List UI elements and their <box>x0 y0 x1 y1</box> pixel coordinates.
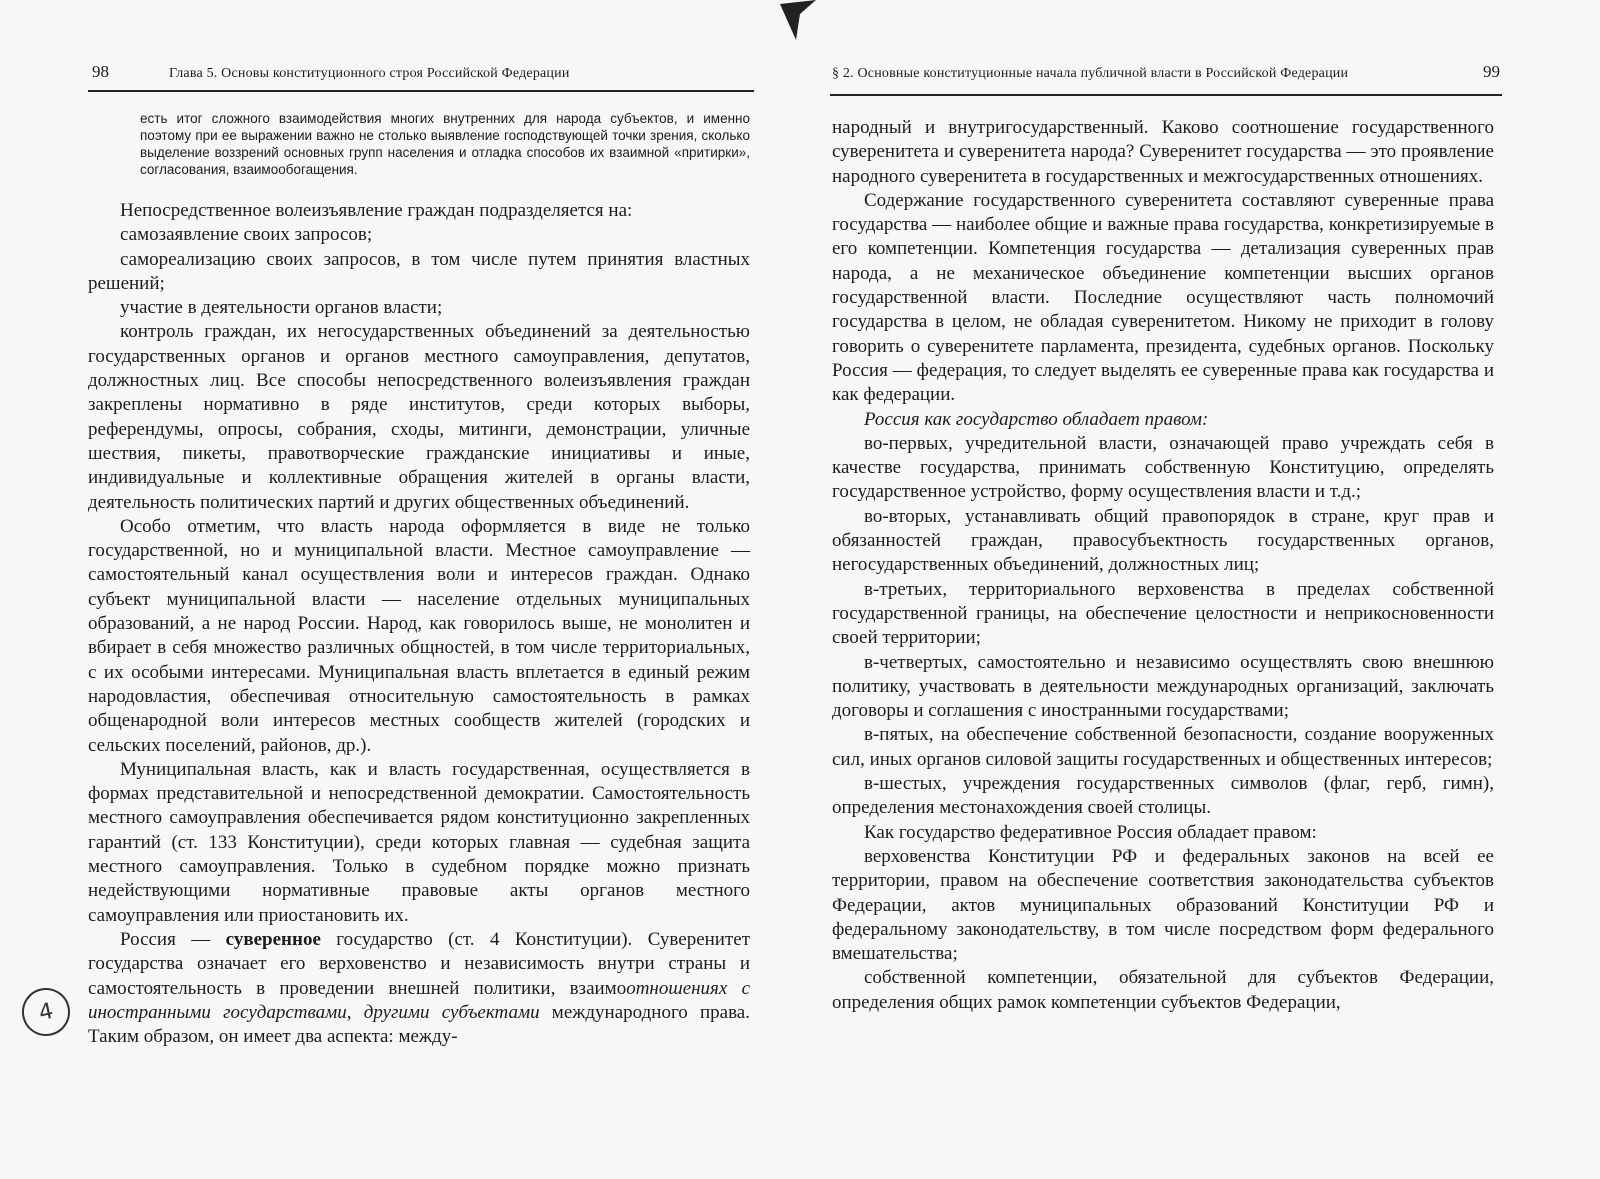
handwritten-circled-number <box>18 984 75 1041</box>
list-item: в-шестых, учреждения государственных символов (флаг, герб, гимн), определения местонахождения своей столицы. <box>832 773 1494 819</box>
right-page-header <box>832 62 1500 82</box>
list-item: самозаявление своих запросов; <box>120 224 373 246</box>
list-item: в-третьих, территориального верховенства в пределах собственной государственной границы, на обеспечение целостности и неприкосновенности своей территории; <box>832 578 1494 649</box>
running-header: § 2. Основные конституционные начала публичной власти в Российской Федерации <box>832 66 1349 81</box>
left-body <box>88 199 750 1049</box>
list-item: верховенства Конституции РФ и федеральных законов на всей ее территории, правом на обеспечение соответствия законодательства субъектов Федерации, актов муниципальных образований Конституции РФ и федеральному законодательству, в том числе посредством форм федерального вмешательства; <box>832 845 1494 965</box>
margin-mark-text: 4 <box>36 998 56 1026</box>
left-page-header <box>92 62 752 82</box>
italic-run: отношениях с иностранными государствами, другими субъектами <box>88 977 751 1023</box>
list-item: в-четвертых, самостоятельно и независимо осуществлять свою внешнюю политику, участвовать в деятельности международных организаций, заключать договоры и соглашения с иностранными государствами; <box>832 651 1494 722</box>
paragraph: Непосредственное волеизъявление граждан подразделяется на: <box>120 200 633 221</box>
list-item: контроль граждан, их негосударственных объединений за деятельностью государственных органов и органов местного самоуправления, депутатов, должностных лиц. Все способы непосредственного волеизъявления граждан закреплены нормативно в ряде институтов, среди которых выборы, референдумы, опросы, собрания, сходы, митинги, демонстрации, уличные шествия, пикеты, правотворческие гражданские инициативы и иные, индивидуальные и коллективные обращения жителей в органы власти, деятельность политических партий и других общественных объединений. <box>88 321 750 513</box>
intro-block <box>140 110 750 184</box>
page-number: 99 <box>1483 62 1500 81</box>
paragraph: Россия как государство обладает правом: <box>864 408 1209 430</box>
text-run: Россия — <box>120 928 226 950</box>
paragraph: Содержание государственного суверенитета составляют суверенные права государства — наиболее общие и важные права государства, конкретизируемые в его компетенции. Компетенция государства — детализация суверенных прав народа, а не механическое объединение компетенции высших органов государственной власти. Последние осуществляют часть полномочий государства в целом, не обладая суверенитетом. Никому не приходит в голову говорить о суверенитете парламента, президента, судебных органов. Поскольку Россия — федерация, то следует выделять ее суверенные права как государства и как федерации. <box>832 189 1494 406</box>
page-number: 98 <box>92 62 109 81</box>
list-item: самореализацию своих запросов, в том числе путем принятия властных решений; <box>88 248 750 294</box>
list-item: участие в деятельности органов власти; <box>120 297 443 319</box>
running-header: Глава 5. Основы конституционного строя Российской Федерации <box>169 66 570 81</box>
list-item: собственной компетенции, обязательной для субъектов Федерации, определения общих рамок компетенции субъектов Федерации, <box>832 967 1494 1013</box>
header-rule <box>830 94 1502 96</box>
paragraph <box>88 928 750 1049</box>
paragraph: Особо отметим, что власть народа оформляется в виде не только государственной, но и муниципальной власти. Местное самоуправление — самостоятельный канал осуществления воли и интересов граждан. Однако субъект муниципальной власти — население отдельных муниципальных образований, а не народ России. Народ, как говорилось выше, не монолитен и вбирает в себя множество различных общностей, в том числе территориальных, с их особыми интересами. Муниципальная власть вплетается в единый режим народовластия, обеспечивая относительную самостоятельность в рамках общенародной воли интересов местных сообществ жителей (городских и сельских поселений, районов, др.). <box>88 515 750 756</box>
right-page <box>800 0 1600 1179</box>
list-item: во-вторых, устанавливать общий правопорядок в стране, круг прав и обязанностей граждан, правосубъектность государственных органов, негосударственных объединений, должностных лиц; <box>832 505 1494 576</box>
paragraph: народный и внутригосударственный. Каково соотношение государственного суверенитета и суверенитета народа? Суверенитет государства — это проявление народного суверенитета в государственных и межгосударственных отношениях. <box>832 117 1494 187</box>
intro-text: есть итог сложного взаимодействия многих внутренних для народа субъектов, и именно поэтому при ее выражении важно не столько выявление господствующей точки зрения, сколько выделение воззрений основных групп населения и отладка способов их взаимной «притирки», согласования, взаимообогащения. <box>140 111 750 177</box>
paragraph: Муниципальная власть, как и власть государственная, осуществляется в формах представительной и непосредственной демократии. Самостоятельность местного самоуправления обеспечивается рядом конституционно закрепленных гарантий (ст. 133 Конституции), среди которых главная — судебная защита местного самоуправления. Только в судебном порядке можно признать недействующими нормативные правовые акты органов местного самоуправления или приостановить их. <box>88 758 750 926</box>
right-body <box>832 116 1494 1015</box>
text-run: международного права. Таким образом, он имеет два аспекта: между- <box>88 1001 750 1048</box>
list-item: в-пятых, на обеспечение собственной безопасности, создание вооруженных сил, иных органов силовой защиты государственных и общественных интересов; <box>832 724 1494 770</box>
paragraph: Как государство федеративное Россия обладает правом: <box>864 821 1317 843</box>
text-run: государство (ст. 4 Конституции). Суверенитет государства означает его верховенство и независимость внутри страны и самостоятельность в проведении внешней политики, взаимо <box>88 928 751 999</box>
list-item: во-первых, учредительной власти, означающей право учреждать себя в качестве государства, принимать собственную Конституцию, определять государственное устройство, форму осуществления власти и т.д.; <box>832 432 1494 503</box>
header-rule <box>88 90 754 92</box>
bold-term: суверенное <box>225 928 321 950</box>
